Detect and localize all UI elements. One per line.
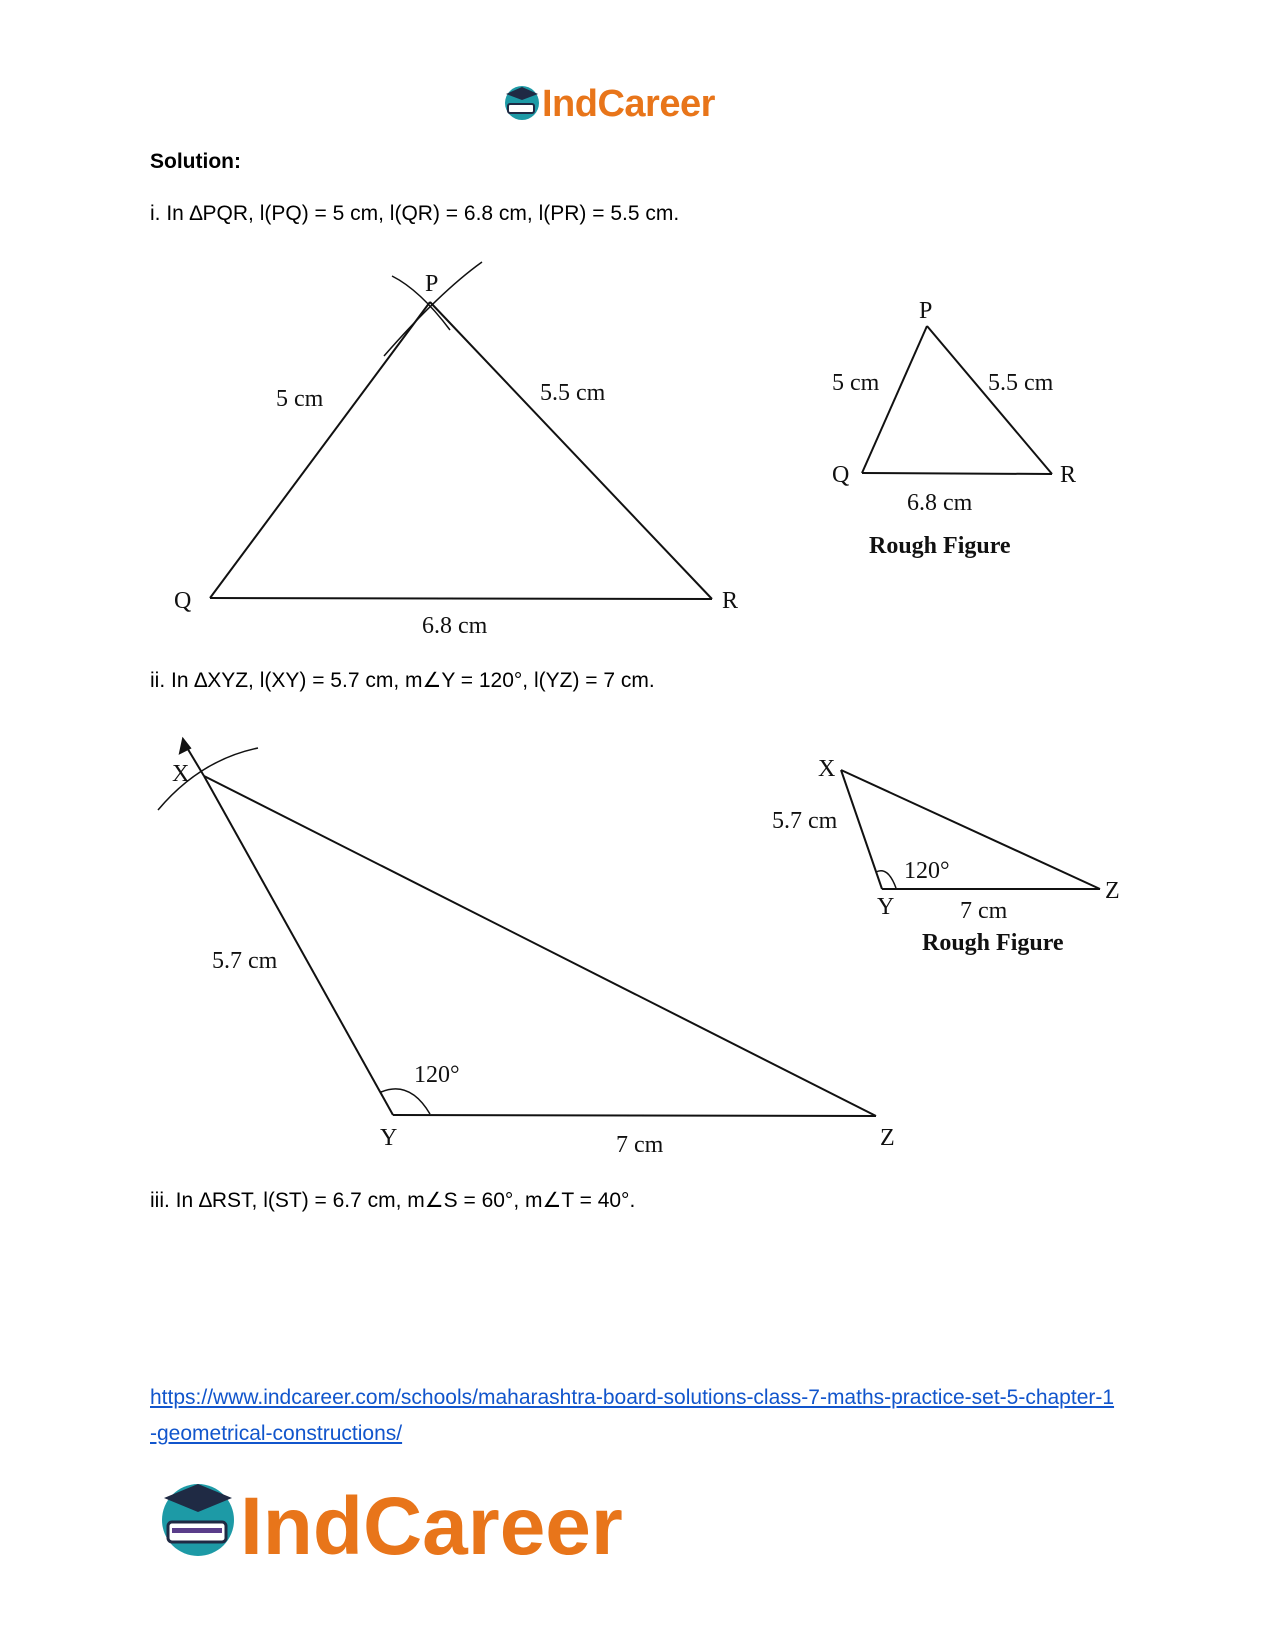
graduation-cap-book-icon bbox=[160, 1468, 700, 1568]
label-y-rough: Y bbox=[877, 894, 895, 920]
ray-beyond-x bbox=[183, 741, 204, 776]
part3-statement: iii. In ∆RST, l(ST) = 6.7 cm, m∠S = 60°, m∠T = 40°. bbox=[150, 1189, 636, 1212]
label-q-main: Q bbox=[174, 588, 192, 614]
header-logo bbox=[502, 78, 772, 128]
label-yz-rough: 7 cm bbox=[960, 898, 1008, 924]
label-z-main: Z bbox=[880, 1125, 895, 1151]
label-yz-main: 7 cm bbox=[616, 1132, 664, 1158]
triangle-xyz-rough bbox=[841, 770, 1100, 889]
rough-caption-2: Rough Figure bbox=[922, 930, 1064, 956]
triangle-pqr-main bbox=[210, 262, 712, 599]
side-yz bbox=[393, 1115, 876, 1116]
arc-p-2 bbox=[384, 262, 482, 356]
triangle-xyz-main bbox=[158, 739, 876, 1116]
side-xz bbox=[204, 776, 876, 1116]
side-pq bbox=[210, 302, 430, 598]
side-qr bbox=[210, 598, 712, 599]
side-pr bbox=[430, 302, 712, 599]
label-p-rough: P bbox=[919, 298, 933, 324]
label-xy-main: 5.7 cm bbox=[212, 948, 278, 974]
arrowhead bbox=[180, 739, 190, 753]
label-y-main: Y bbox=[380, 1125, 398, 1151]
rough-angle-arc-y bbox=[876, 871, 896, 888]
rough-side-pq bbox=[862, 326, 927, 473]
side-xy bbox=[204, 776, 393, 1115]
label-pr-main: 5.5 cm bbox=[540, 380, 606, 406]
arc-p-1 bbox=[392, 276, 450, 330]
label-qr-rough: 6.8 cm bbox=[907, 490, 973, 516]
label-pq-rough: 5 cm bbox=[832, 370, 880, 396]
rough-side-xy bbox=[841, 770, 882, 889]
label-x-main: X bbox=[172, 761, 190, 787]
solution-heading: Solution: bbox=[150, 150, 241, 173]
label-qr-main: 6.8 cm bbox=[422, 613, 488, 639]
triangle-pqr-rough bbox=[862, 326, 1052, 474]
part2-statement: ii. In ∆XYZ, l(XY) = 5.7 cm, m∠Y = 120°, l(YZ) = 7 cm. bbox=[150, 669, 655, 692]
label-x-rough: X bbox=[818, 756, 836, 782]
rough-side-pr bbox=[927, 326, 1052, 474]
rough-side-qr bbox=[862, 473, 1052, 474]
footer-source-link[interactable]: https://www.indcareer.com/schools/maharashtra-board-solutions-class-7-maths-practice-set-5-chapter-1-geometrical-constructions/ bbox=[150, 1386, 1115, 1445]
label-p-main: P bbox=[425, 271, 439, 297]
label-angle-y-rough: 120° bbox=[904, 858, 950, 884]
label-r-main: R bbox=[722, 588, 739, 614]
part1-statement: i. In ∆PQR, l(PQ) = 5 cm, l(QR) = 6.8 cm, l(PR) = 5.5 cm. bbox=[150, 202, 680, 225]
graduation-cap-book-icon bbox=[502, 78, 772, 128]
label-z-rough: Z bbox=[1105, 878, 1120, 904]
label-q-rough: Q bbox=[832, 462, 850, 488]
label-angle-y-main: 120° bbox=[414, 1062, 460, 1088]
label-r-rough: R bbox=[1060, 462, 1077, 488]
rough-caption-1: Rough Figure bbox=[869, 533, 1011, 559]
rough-side-xz bbox=[841, 770, 1100, 889]
label-xy-rough: 5.7 cm bbox=[772, 808, 838, 834]
arc-x bbox=[158, 748, 258, 810]
label-pr-rough: 5.5 cm bbox=[988, 370, 1054, 396]
header-logo-text: IndCareer bbox=[542, 83, 715, 125]
footer-logo bbox=[160, 1468, 700, 1568]
angle-arc-y bbox=[381, 1089, 430, 1114]
label-pq-main: 5 cm bbox=[276, 386, 324, 412]
footer-logo-text: IndCareer bbox=[240, 1481, 623, 1568]
